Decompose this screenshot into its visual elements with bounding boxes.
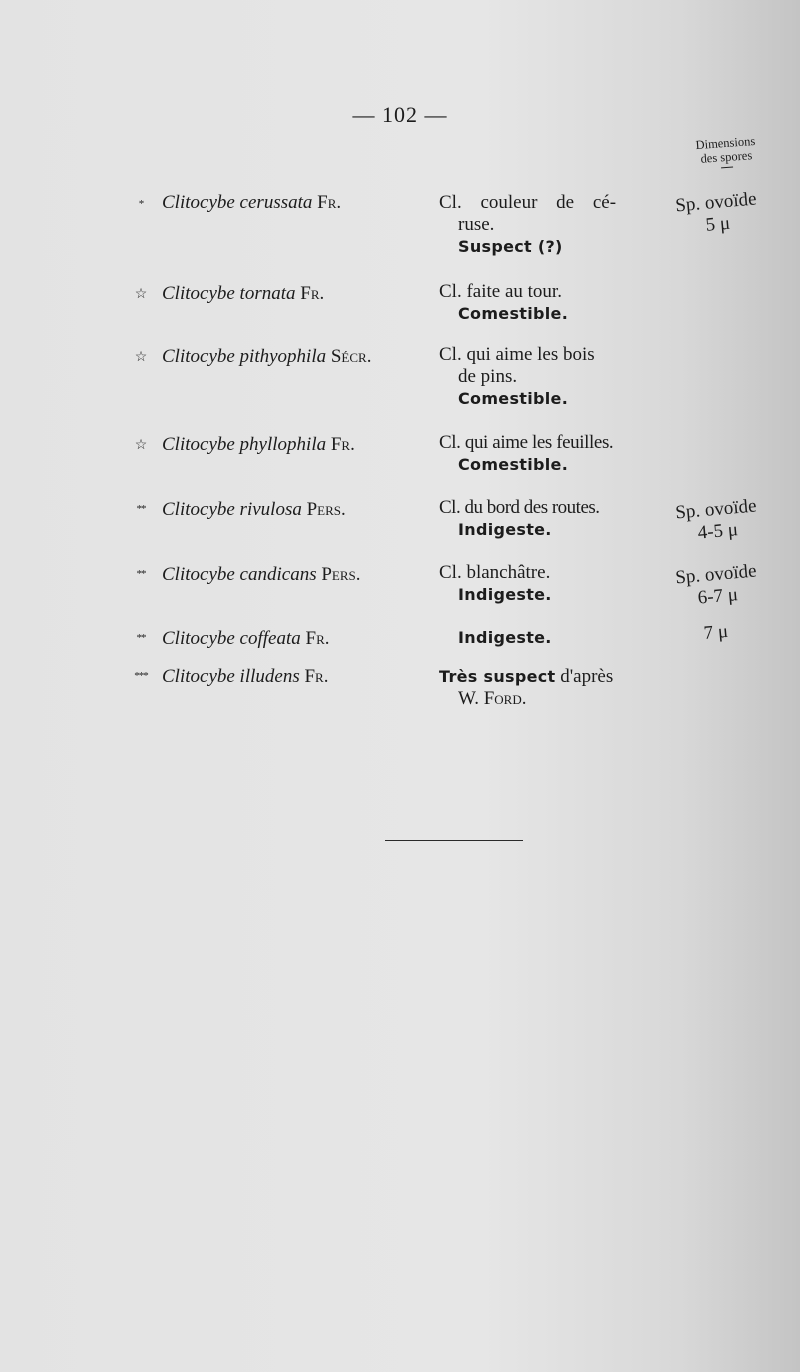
description-line (439, 688, 639, 710)
species-author: Pers. (321, 564, 361, 585)
species-name (162, 192, 341, 214)
spore-shape: Sp. ovoïde (674, 188, 758, 217)
species-name (162, 434, 355, 456)
species-author: Sécr. (330, 346, 372, 367)
edibility-verdict: Indigeste. (458, 628, 552, 647)
edibility-verdict: Comestible. (458, 389, 569, 408)
species-name (162, 666, 328, 688)
spore-dimension (660, 187, 773, 240)
species-author: Fr. (304, 666, 329, 687)
spore-dimension (660, 494, 773, 547)
spore-shape: Sp. ovoïde (674, 495, 758, 524)
species-latin: Clitocybe rivulosa (162, 499, 302, 520)
species-name (162, 283, 324, 305)
species-name (162, 628, 330, 650)
species-name (162, 499, 346, 521)
species-author: Fr. (300, 283, 325, 304)
species-latin: Clitocybe coffeata (162, 628, 301, 649)
edibility-verdict: Suspect (?) (458, 237, 563, 256)
edibility-verdict: Indigeste. (458, 585, 552, 604)
spore-shape: Sp. ovoïde (674, 560, 758, 589)
species-latin: Clitocybe candicans (162, 564, 317, 585)
description-line: de pins. (458, 366, 518, 387)
species-latin: Clitocybe cerussata (162, 192, 313, 213)
header-dash (721, 167, 733, 169)
species-latin: Clitocybe pithyophila (162, 346, 327, 367)
spore-size: 5 μ (704, 212, 731, 236)
rarity-mark: ☆ (134, 287, 148, 302)
spore-size: 6-7 μ (696, 584, 739, 609)
reference-author: W. Ford. (458, 688, 527, 709)
rarity-mark: ☆ (134, 438, 148, 453)
species-author: Fr. (305, 628, 330, 649)
description-text: d'après (555, 666, 614, 687)
species-name (162, 564, 361, 586)
spore-size: 4-5 μ (696, 519, 739, 544)
species-author: Fr. (330, 434, 355, 455)
description-line: Cl. du bord des routes. (439, 497, 600, 518)
page-number: — 102 — (352, 102, 448, 127)
description-line: Cl. couleur de cé- (439, 192, 617, 213)
species-description (439, 344, 639, 410)
spore-size: 7 μ (702, 620, 730, 644)
species-latin: Clitocybe illudens (162, 666, 300, 687)
rarity-mark: ** (136, 568, 146, 580)
species-author: Pers. (306, 499, 346, 520)
edibility-verdict: Comestible. (458, 304, 569, 323)
closing-rule (385, 840, 523, 841)
spore-dimensions-header (675, 133, 777, 172)
species-description (439, 497, 639, 541)
species-description (439, 281, 639, 325)
description-line: Cl. qui aime les feuilles. (439, 432, 614, 453)
rarity-mark: ** (136, 632, 146, 644)
rarity-mark: *** (134, 670, 148, 682)
spore-header-line1: Dimensions (695, 133, 756, 153)
description-line: Cl. faite au tour. (439, 281, 562, 302)
species-description (439, 666, 639, 710)
species-description (439, 192, 639, 258)
spore-dimension (660, 559, 773, 612)
description-line (439, 666, 639, 688)
edibility-verdict: Comestible. (458, 455, 569, 474)
species-description (439, 432, 639, 476)
description-line: Cl. blanchâtre. (439, 562, 551, 583)
spore-header-line2: des spores (700, 148, 753, 166)
rarity-mark: ☆ (134, 350, 148, 365)
species-description (439, 626, 639, 650)
species-author: Fr. (317, 192, 342, 213)
edibility-verdict: Très suspect (439, 667, 556, 686)
rarity-mark: ** (136, 503, 146, 515)
rarity-mark: * (138, 198, 144, 210)
species-name (162, 346, 371, 368)
species-description (439, 562, 639, 606)
species-latin: Clitocybe tornata (162, 283, 296, 304)
edibility-verdict: Indigeste. (458, 520, 552, 539)
description-line: Cl. qui aime les bois (439, 344, 595, 365)
species-latin: Clitocybe phyllophila (162, 434, 327, 455)
description-line: ruse. (458, 214, 495, 235)
spore-dimension (660, 617, 771, 649)
